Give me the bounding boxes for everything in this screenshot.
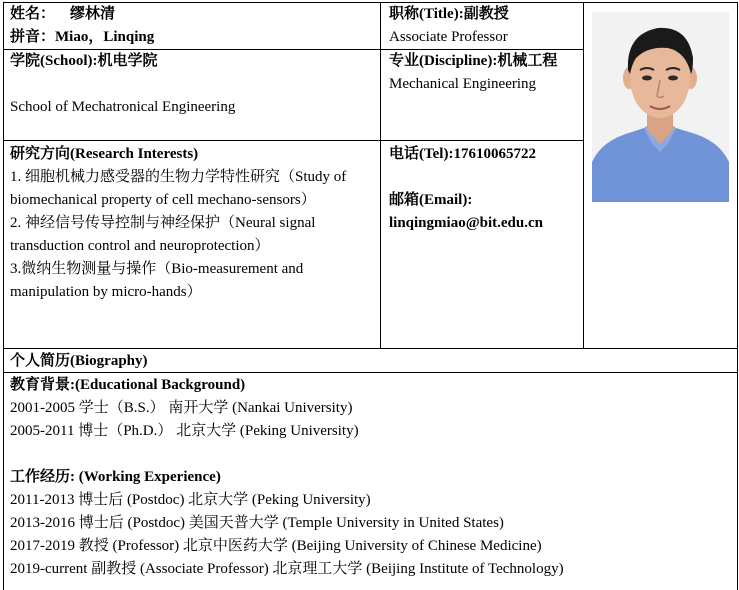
border-left (3, 2, 4, 590)
email-label: 邮箱(Email): (389, 192, 473, 208)
pinyin-line (10, 26, 378, 49)
portrait-photo (592, 12, 729, 202)
border-row2 (3, 140, 583, 141)
tel-label: 电话(Tel): (389, 146, 454, 162)
work-row: 2011-2013 博士后 (Postdoc) 北京大学 (Peking University) (10, 492, 371, 508)
border-row3 (3, 348, 738, 349)
border-right (737, 2, 738, 590)
discipline-value: 机械工程 (497, 53, 558, 69)
pinyin-label: 拼音： (10, 29, 56, 45)
name-cell (10, 3, 378, 49)
title-label: 职称(Title): (389, 6, 464, 22)
research-item: 2. 神经信号传导控制与神经保护（Neural signal transduction control and neuroprotection） (10, 215, 316, 254)
biography-heading-cell (10, 350, 730, 373)
title-english: Associate Professor (389, 29, 508, 45)
title-line (389, 3, 581, 26)
education-row: 2001-2005 学士（B.S.） 南开大学 (Nankai University) (10, 400, 353, 416)
research-cell (10, 143, 378, 304)
contact-cell (389, 143, 581, 235)
tel-line (389, 143, 581, 166)
border-mid (380, 2, 381, 348)
work-row: 2019-current 副教授 (Associate Professor) 北京理工大学 (Beijing Institute of Technology) (10, 561, 564, 577)
name-label: 姓名： (10, 6, 56, 22)
discipline-english: Mechanical Engineering (389, 76, 537, 92)
education-heading: 教育背景:(Educational Background) (10, 377, 246, 393)
discipline-line (389, 50, 579, 73)
school-english: School of Mechatronical Engineering (10, 99, 236, 115)
biography-heading: 个人简历(Biography) (10, 353, 148, 369)
biography-body (10, 374, 730, 581)
pinyin-value: Miao，Linqing (55, 29, 155, 45)
work-row: 2013-2016 博士后 (Postdoc) 美国天普大学 (Temple University in United States) (10, 515, 504, 531)
name-line (10, 3, 378, 26)
title-cell (389, 3, 581, 49)
tel-value: 17610065722 (453, 146, 536, 162)
school-line (10, 50, 378, 73)
research-item: 3.微纳生物测量与操作（Bio-measurement and manipulation by micro-hands） (10, 261, 304, 300)
school-cell (10, 50, 378, 119)
school-label: 学院(School): (10, 53, 98, 69)
title-value: 副教授 (463, 6, 509, 22)
discipline-label: 专业(Discipline): (389, 53, 498, 69)
school-value: 机电学院 (97, 53, 158, 69)
border-photo (583, 2, 584, 348)
research-item: 1. 细胞机械力感受器的生物力学特性研究（Study of biomechanical property of cell mechano-sensors） (10, 169, 347, 208)
email-value[interactable]: linqingmiao@bit.edu.cn (389, 215, 543, 231)
discipline-cell (389, 50, 579, 96)
work-row: 2017-2019 教授 (Professor) 北京中医药大学 (Beijing University of Chinese Medicine) (10, 538, 542, 554)
portrait-icon (592, 12, 729, 202)
name-value: 缪林清 (70, 6, 116, 22)
work-heading: 工作经历: (Working Experience) (10, 469, 221, 485)
research-heading: 研究方向(Research Interests) (10, 146, 199, 162)
education-row: 2005-2011 博士（Ph.D.） 北京大学 (Peking University) (10, 423, 359, 439)
